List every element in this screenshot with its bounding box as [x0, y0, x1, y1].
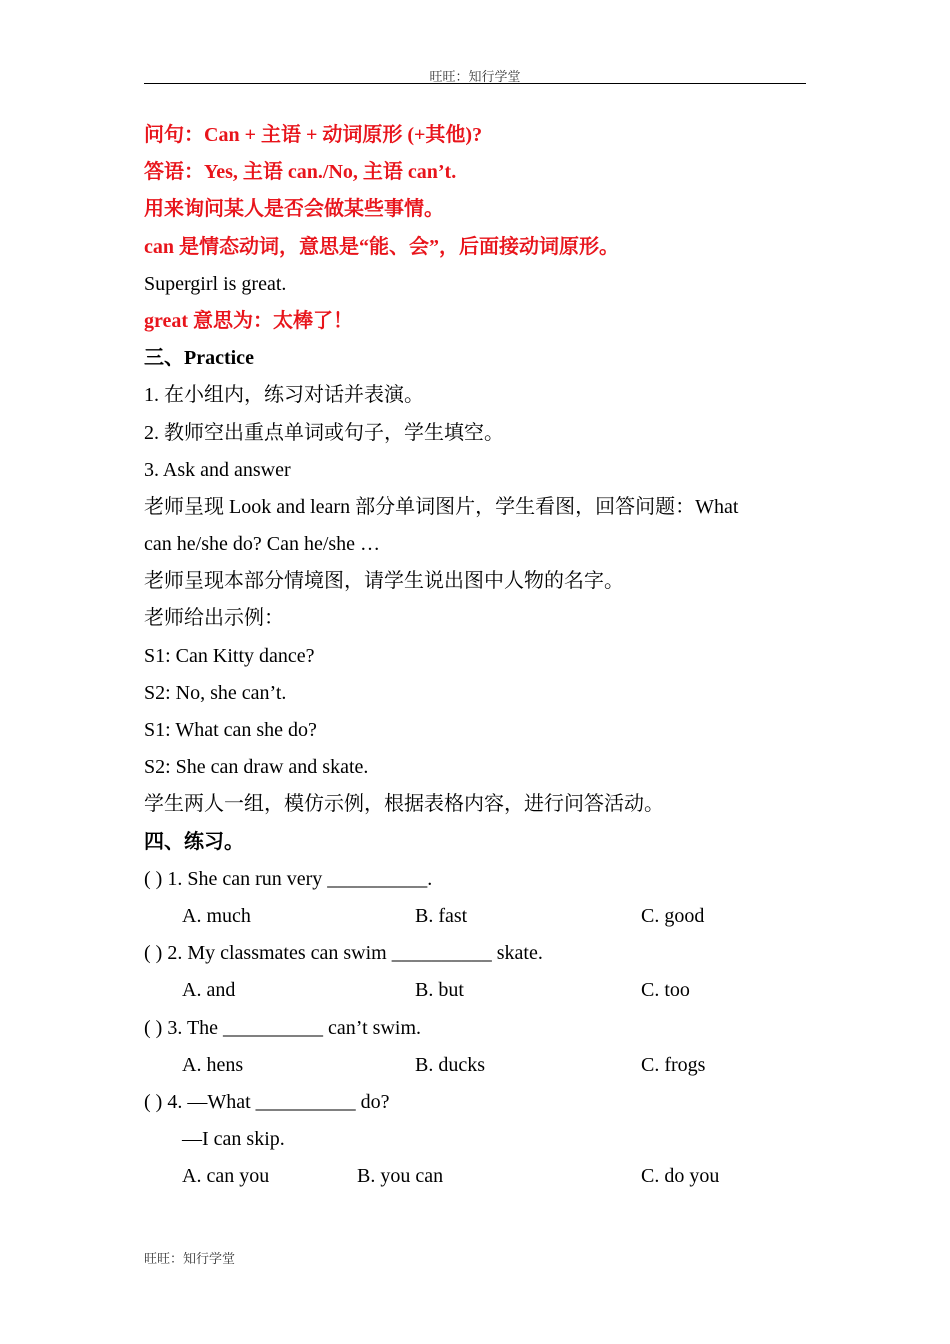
- paragraph-line: 老师给出示例：: [144, 607, 284, 630]
- exercise-options: [144, 972, 814, 1009]
- exercise-options: [144, 1158, 814, 1195]
- section-heading-practice: 三、Practice: [144, 347, 254, 370]
- practice-step-1: 1. 在小组内，练习对话并表演。: [144, 384, 424, 407]
- page-header: 旺旺：知行学堂: [429, 69, 521, 84]
- option-a: A. much: [182, 904, 251, 927]
- paragraph-line: can he/she do? Can he/she …: [144, 533, 381, 556]
- paragraph-line: 学生两人一组，模仿示例，根据表格内容，进行问答活动。: [144, 793, 664, 816]
- practice-step-3: 3. Ask and answer: [144, 458, 291, 481]
- exercise-options: [144, 1047, 814, 1084]
- option-c: C. too: [641, 979, 690, 1002]
- option-b: B. but: [415, 979, 464, 1002]
- exercise-options: [144, 898, 814, 935]
- header-rule: [144, 83, 806, 84]
- practice-step-2: 2. 教师空出重点单词或句子，学生填空。: [144, 421, 504, 444]
- paragraph-line: 老师呈现 Look and learn 部分单词图片，学生看图，回答问题：What: [144, 495, 739, 518]
- option-a: A. can you: [182, 1165, 270, 1188]
- exercise-question: ( ) 1. She can run very __________.: [144, 867, 433, 890]
- question-pattern: 问句：Can + 主语 + 动词原形 (+其他)?: [144, 124, 483, 146]
- dialogue-line: S2: No, she can’t.: [144, 681, 287, 704]
- option-c: C. good: [641, 904, 705, 927]
- exercise-question: ( ) 2. My classmates can swim __________ skate.: [144, 942, 543, 965]
- document-body: [144, 117, 814, 1195]
- dialogue-line: S2: She can draw and skate.: [144, 756, 369, 779]
- modal-verb-note: can 是情态动词，意思是“能、会”，后面接动词原形。: [144, 235, 619, 258]
- answer-pattern: 答语：Yes, 主语 can./No, 主语 can’t.: [144, 161, 457, 184]
- option-b: B. ducks: [415, 1053, 485, 1076]
- option-c: C. frogs: [641, 1053, 706, 1076]
- exercise-answer-line: —I can skip.: [182, 1128, 285, 1151]
- exercise-question: ( ) 4. —What __________ do?: [144, 1090, 390, 1113]
- section-heading-exercises: 四、练习。: [144, 830, 244, 853]
- usage-note: 用来询问某人是否会做某些事情。: [144, 198, 444, 221]
- option-a: A. and: [182, 979, 236, 1002]
- word-meaning: great 意思为：太棒了！: [144, 309, 354, 332]
- dialogue-line: S1: What can she do?: [144, 719, 317, 741]
- paragraph-line: 老师呈现本部分情境图，请学生说出图中人物的名字。: [144, 570, 624, 593]
- dialogue-line: S1: Can Kitty dance?: [144, 644, 315, 667]
- exercise-question: ( ) 3. The __________ can’t swim.: [144, 1016, 422, 1039]
- option-a: A. hens: [182, 1053, 244, 1076]
- page-footer: 旺旺：知行学堂: [144, 1251, 236, 1266]
- option-b: B. fast: [415, 904, 468, 927]
- example-sentence: Supergirl is great.: [144, 272, 287, 295]
- option-c: C. do you: [641, 1165, 720, 1188]
- option-b: B. you can: [357, 1165, 444, 1188]
